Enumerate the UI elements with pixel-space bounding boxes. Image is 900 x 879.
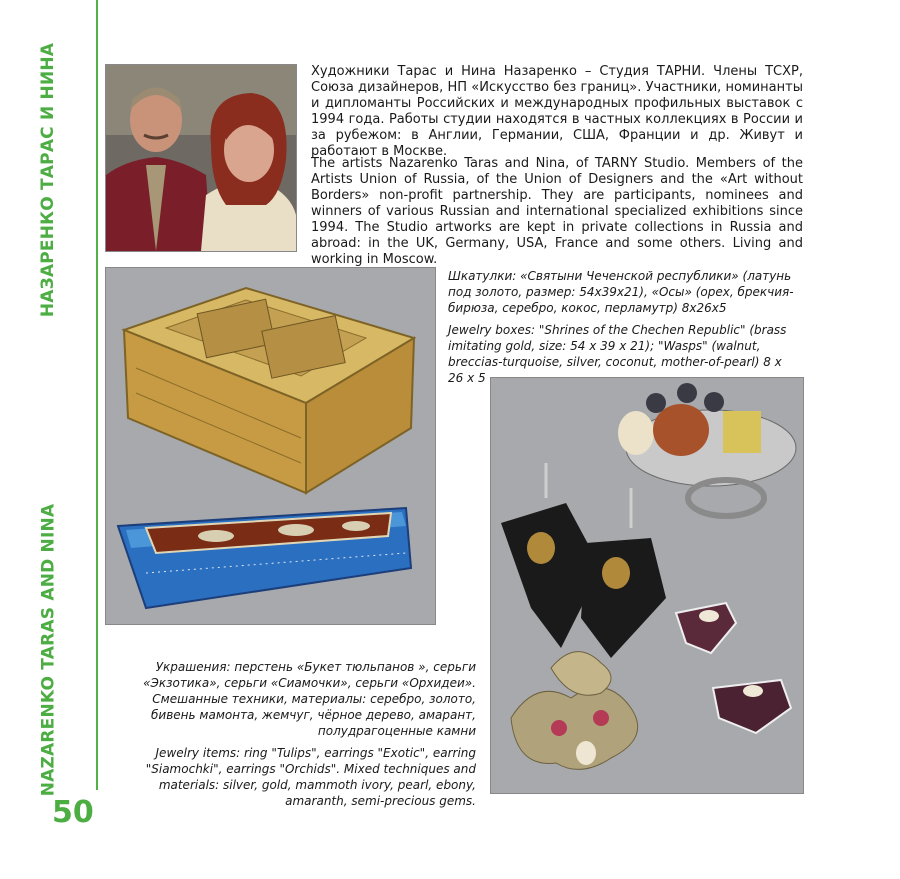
side-label-russian: НАЗАРЕНКО ТАРАС И НИНА xyxy=(38,42,58,318)
artists-portrait-photo xyxy=(105,64,297,252)
jewelry-boxes-photo xyxy=(105,267,436,625)
jewelry-items-photo xyxy=(490,377,804,794)
jewelry-caption xyxy=(116,659,476,815)
bio-russian: Художники Тарас и Нина Назаренко – Студия ТАРНИ. Члены ТСХР, Союза дизайнеров, НП «Искусство без границ». Участники, номинанты и дипломанты Российских и международных профильных выставок с 1994 года. Работы студии находятся в частных коллекциях в России и за рубежом: в Англии, Германии, США, Франции и др. Живут и работают в Москве. xyxy=(311,64,803,159)
boxes-caption-russian: Шкатулки: «Святыни Чеченской республики» (латунь под золото, размер: 54х39х21), «Осы» (орех, брекчия-бирюза, серебро, кокос, перламутр) 8х26х5 xyxy=(448,269,794,315)
boxes-caption-english: Jewelry boxes: "Shrines of the Chechen Republic" (brass imitating gold, size: 54 x 39 x 21); "Wasps" (walnut, breccias-turquoise, silver, coconut, mother-of-pearl) 8 x 26 x 5 xyxy=(448,323,787,385)
jewelry-caption-russian: Украшения: перстень «Букет тюльпанов », серьги «Экзотика», серьги «Сиамочки», серьги «Орхидеи». Смешанные техники, материалы: серебро, золото, бивень мамонта, жемчуг, чёрное дерево, амарант, полудрагоценные камни xyxy=(143,660,476,738)
side-label-english-container xyxy=(27,470,69,830)
jewelry-caption-english: Jewelry items: ring "Tulips", earrings "Exotic", earring "Siamochki", earrings "Orchids". Mixed techniques and materials: silver, gold, mammoth ivory, pearl, ebony, amaranth, semi-precious gems. xyxy=(145,746,476,808)
side-label-russian-container xyxy=(27,30,69,330)
bio-english: The artists Nazarenko Taras and Nina, of TARNY Studio. Members of the Artists Union of Russia, of the Union of Designers and the «Art without Borders» non-profit partnership. They are participants, nominees and winners of various Russian and international specialized exhibitions since 1994. The Studio artworks are kept in private collections in Russia and abroad: in the UK, Germany, USA, France and some others. Living and working in Moscow. xyxy=(311,156,803,267)
side-label-english: NAZARENKO TARAS AND NINA xyxy=(38,503,59,797)
boxes-caption xyxy=(448,268,800,392)
page-number: 50 xyxy=(52,795,94,830)
side-rule xyxy=(96,0,98,790)
